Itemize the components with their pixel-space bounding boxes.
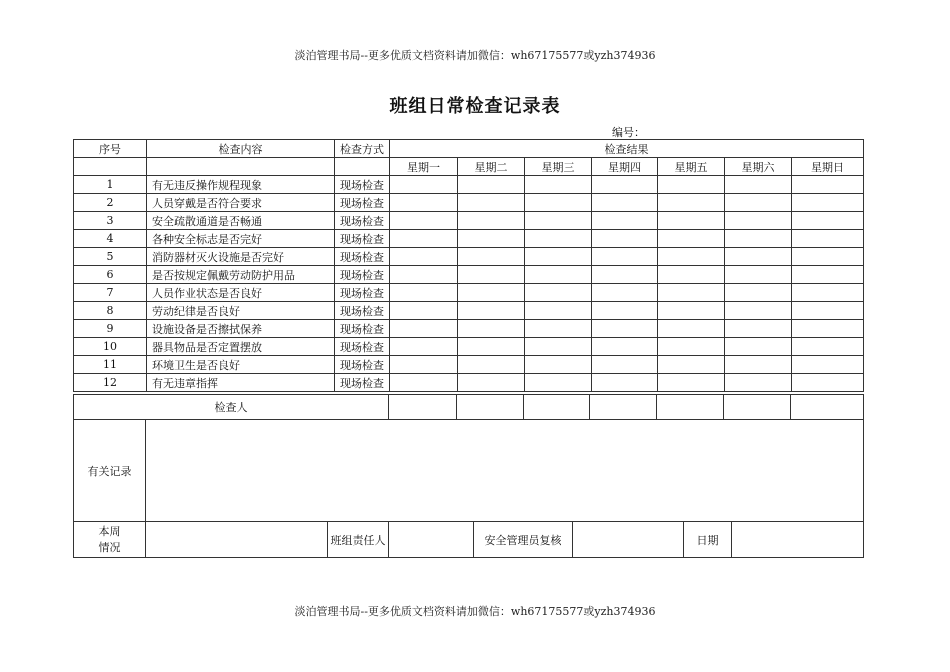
result-cell[interactable] xyxy=(792,374,864,392)
result-cell[interactable] xyxy=(725,248,792,266)
result-cell[interactable] xyxy=(658,356,725,374)
serial-number-label: 编号： xyxy=(612,126,645,139)
result-cell[interactable] xyxy=(725,374,792,392)
row-index: 3 xyxy=(74,212,147,230)
row-index: 7 xyxy=(74,284,147,302)
row-method: 现场检查 xyxy=(335,284,390,302)
result-cell[interactable] xyxy=(458,266,525,284)
records-label: 有关记录 xyxy=(74,420,146,522)
row-method: 现场检查 xyxy=(335,266,390,284)
result-cell[interactable] xyxy=(525,284,592,302)
row-item: 有无违章指挥 xyxy=(147,374,335,392)
result-cell[interactable] xyxy=(792,320,864,338)
row-index: 8 xyxy=(74,302,147,320)
header-row xyxy=(74,140,864,158)
result-cell[interactable] xyxy=(725,356,792,374)
col-header-content: 检查内容 xyxy=(147,140,335,158)
result-cell[interactable] xyxy=(792,266,864,284)
page-title: 班组日常检查记录表 xyxy=(389,96,561,117)
result-cell[interactable] xyxy=(525,194,592,212)
row-index: 2 xyxy=(74,194,147,212)
inspector-sign-cell[interactable] xyxy=(790,395,863,419)
inspector-sign-cell[interactable] xyxy=(723,395,790,419)
result-cell[interactable] xyxy=(725,284,792,302)
result-cell[interactable] xyxy=(592,284,658,302)
result-cell[interactable] xyxy=(592,266,658,284)
inspection-table xyxy=(73,139,864,392)
row-method: 现场检查 xyxy=(335,248,390,266)
result-cell[interactable] xyxy=(390,266,458,284)
row-item: 环境卫生是否良好 xyxy=(147,356,335,374)
result-cell[interactable] xyxy=(725,338,792,356)
result-cell[interactable] xyxy=(792,248,864,266)
result-cell[interactable] xyxy=(525,266,592,284)
row-method: 现场检查 xyxy=(335,356,390,374)
table-row xyxy=(74,230,864,248)
row-index: 1 xyxy=(74,176,147,194)
row-item: 器具物品是否定置摆放 xyxy=(147,338,335,356)
result-cell[interactable] xyxy=(725,266,792,284)
result-cell[interactable] xyxy=(725,212,792,230)
weekly-area[interactable] xyxy=(146,522,328,558)
safety-review-sign-area[interactable] xyxy=(573,522,684,558)
result-cell[interactable] xyxy=(390,212,458,230)
table-row xyxy=(74,248,864,266)
signature-table xyxy=(73,394,864,558)
result-cell[interactable] xyxy=(592,374,658,392)
result-cell[interactable] xyxy=(525,374,592,392)
blank-cell xyxy=(147,158,335,176)
row-method: 现场检查 xyxy=(335,374,390,392)
result-cell[interactable] xyxy=(458,248,525,266)
weekday-mon: 星期一 xyxy=(390,158,458,176)
weekday-sun: 星期日 xyxy=(792,158,864,176)
row-item: 安全疏散通道是否畅通 xyxy=(147,212,335,230)
result-cell[interactable] xyxy=(525,248,592,266)
result-cell[interactable] xyxy=(792,356,864,374)
inspector-sign-cell[interactable] xyxy=(589,395,656,419)
result-cell[interactable] xyxy=(525,320,592,338)
result-cell[interactable] xyxy=(725,320,792,338)
result-cell[interactable] xyxy=(458,284,525,302)
result-cell[interactable] xyxy=(792,176,864,194)
date-label: 日期 xyxy=(684,522,732,558)
result-cell[interactable] xyxy=(458,212,525,230)
result-cell[interactable] xyxy=(792,230,864,248)
result-cell[interactable] xyxy=(658,338,725,356)
inspector-sign-cells xyxy=(389,395,863,419)
row-index: 5 xyxy=(74,248,147,266)
blank-cell xyxy=(335,158,390,176)
result-cell[interactable] xyxy=(725,176,792,194)
inspector-row xyxy=(74,395,864,420)
weekly-row xyxy=(74,522,864,558)
row-index: 11 xyxy=(74,356,147,374)
result-cell[interactable] xyxy=(658,320,725,338)
result-cell[interactable] xyxy=(792,194,864,212)
date-area[interactable] xyxy=(732,522,864,558)
result-cell[interactable] xyxy=(592,302,658,320)
weekday-wed: 星期三 xyxy=(525,158,592,176)
result-cell[interactable] xyxy=(658,212,725,230)
leader-label: 班组责任人 xyxy=(328,522,389,558)
result-cell[interactable] xyxy=(658,248,725,266)
table-row xyxy=(74,302,864,320)
result-cell[interactable] xyxy=(458,176,525,194)
row-method: 现场检查 xyxy=(335,302,390,320)
col-header-index: 序号 xyxy=(74,140,147,158)
weekday-sat: 星期六 xyxy=(725,158,792,176)
result-cell[interactable] xyxy=(592,320,658,338)
safety-review-label: 安全管理员复核 xyxy=(474,522,573,558)
result-cell[interactable] xyxy=(792,302,864,320)
leader-sign-area[interactable] xyxy=(389,522,474,558)
row-item: 消防器材灭火设施是否完好 xyxy=(147,248,335,266)
records-row xyxy=(74,420,864,522)
row-item: 设施设备是否擦拭保养 xyxy=(147,320,335,338)
result-cell[interactable] xyxy=(592,356,658,374)
result-cell[interactable] xyxy=(525,302,592,320)
row-item: 有无违反操作规程现象 xyxy=(147,176,335,194)
row-item: 各种安全标志是否完好 xyxy=(147,230,335,248)
row-method: 现场检查 xyxy=(335,338,390,356)
row-index: 10 xyxy=(74,338,147,356)
result-cell[interactable] xyxy=(592,176,658,194)
inspector-label: 检查人 xyxy=(74,395,389,420)
row-item: 劳动纪律是否良好 xyxy=(147,302,335,320)
result-cell[interactable] xyxy=(725,230,792,248)
result-cell[interactable] xyxy=(725,302,792,320)
col-header-method: 检查方式 xyxy=(335,140,390,158)
blank-cell xyxy=(74,158,147,176)
result-cell[interactable] xyxy=(390,374,458,392)
table-row xyxy=(74,212,864,230)
result-cell[interactable] xyxy=(458,338,525,356)
result-cell[interactable] xyxy=(390,284,458,302)
result-cell[interactable] xyxy=(458,374,525,392)
table-row xyxy=(74,356,864,374)
row-item: 人员作业状态是否良好 xyxy=(147,284,335,302)
result-cell[interactable] xyxy=(658,284,725,302)
weekday-tue: 星期二 xyxy=(458,158,525,176)
row-method: 现场检查 xyxy=(335,230,390,248)
result-cell[interactable] xyxy=(390,356,458,374)
result-cell[interactable] xyxy=(390,302,458,320)
result-cell[interactable] xyxy=(792,212,864,230)
result-cell[interactable] xyxy=(725,194,792,212)
row-index: 12 xyxy=(74,374,147,392)
result-cell[interactable] xyxy=(658,230,725,248)
weekly-label: 本周情况 xyxy=(74,522,146,558)
result-cell[interactable] xyxy=(592,230,658,248)
inspection-rows xyxy=(74,176,864,392)
footer-note: 淡泊管理书局--更多优质文档资料请加微信：wh67175577或yzh374936 xyxy=(294,605,656,618)
table-row xyxy=(74,266,864,284)
row-method: 现场检查 xyxy=(335,212,390,230)
weekday-row xyxy=(74,158,864,176)
row-index: 4 xyxy=(74,230,147,248)
result-cell[interactable] xyxy=(658,194,725,212)
inspector-sign-cell[interactable] xyxy=(389,395,456,419)
weekday-fri: 星期五 xyxy=(658,158,725,176)
result-cell[interactable] xyxy=(592,248,658,266)
result-cell[interactable] xyxy=(525,230,592,248)
result-cell[interactable] xyxy=(458,356,525,374)
result-cell[interactable] xyxy=(458,194,525,212)
result-cell[interactable] xyxy=(390,338,458,356)
row-index: 6 xyxy=(74,266,147,284)
row-index: 9 xyxy=(74,320,147,338)
result-cell[interactable] xyxy=(592,212,658,230)
inspector-sign-cell[interactable] xyxy=(656,395,723,419)
result-cell[interactable] xyxy=(390,248,458,266)
result-cell[interactable] xyxy=(792,284,864,302)
result-cell[interactable] xyxy=(458,320,525,338)
result-cell[interactable] xyxy=(525,176,592,194)
col-header-result: 检查结果 xyxy=(390,140,864,158)
result-cell[interactable] xyxy=(658,374,725,392)
table-row xyxy=(74,194,864,212)
records-area[interactable] xyxy=(146,420,864,522)
table-row xyxy=(74,338,864,356)
row-item: 人员穿戴是否符合要求 xyxy=(147,194,335,212)
result-cell[interactable] xyxy=(390,176,458,194)
row-item: 是否按规定佩戴劳动防护用品 xyxy=(147,266,335,284)
inspector-sign-area xyxy=(389,395,864,420)
table-row xyxy=(74,176,864,194)
result-cell[interactable] xyxy=(792,338,864,356)
header-note: 淡泊管理书局--更多优质文档资料请加微信：wh67175577或yzh374936 xyxy=(294,49,656,62)
row-method: 现场检查 xyxy=(335,194,390,212)
result-cell[interactable] xyxy=(458,302,525,320)
table-row xyxy=(74,374,864,392)
result-cell[interactable] xyxy=(658,302,725,320)
result-cell[interactable] xyxy=(525,338,592,356)
result-cell[interactable] xyxy=(390,230,458,248)
table-row xyxy=(74,284,864,302)
row-method: 现场检查 xyxy=(335,176,390,194)
result-cell[interactable] xyxy=(592,194,658,212)
result-cell[interactable] xyxy=(390,194,458,212)
result-cell[interactable] xyxy=(458,230,525,248)
result-cell[interactable] xyxy=(658,266,725,284)
inspector-sign-cell[interactable] xyxy=(523,395,589,419)
result-cell[interactable] xyxy=(390,320,458,338)
weekday-thu: 星期四 xyxy=(592,158,658,176)
result-cell[interactable] xyxy=(525,356,592,374)
table-row xyxy=(74,320,864,338)
result-cell[interactable] xyxy=(525,212,592,230)
row-method: 现场检查 xyxy=(335,320,390,338)
result-cell[interactable] xyxy=(658,176,725,194)
inspector-sign-cell[interactable] xyxy=(456,395,523,419)
result-cell[interactable] xyxy=(592,338,658,356)
